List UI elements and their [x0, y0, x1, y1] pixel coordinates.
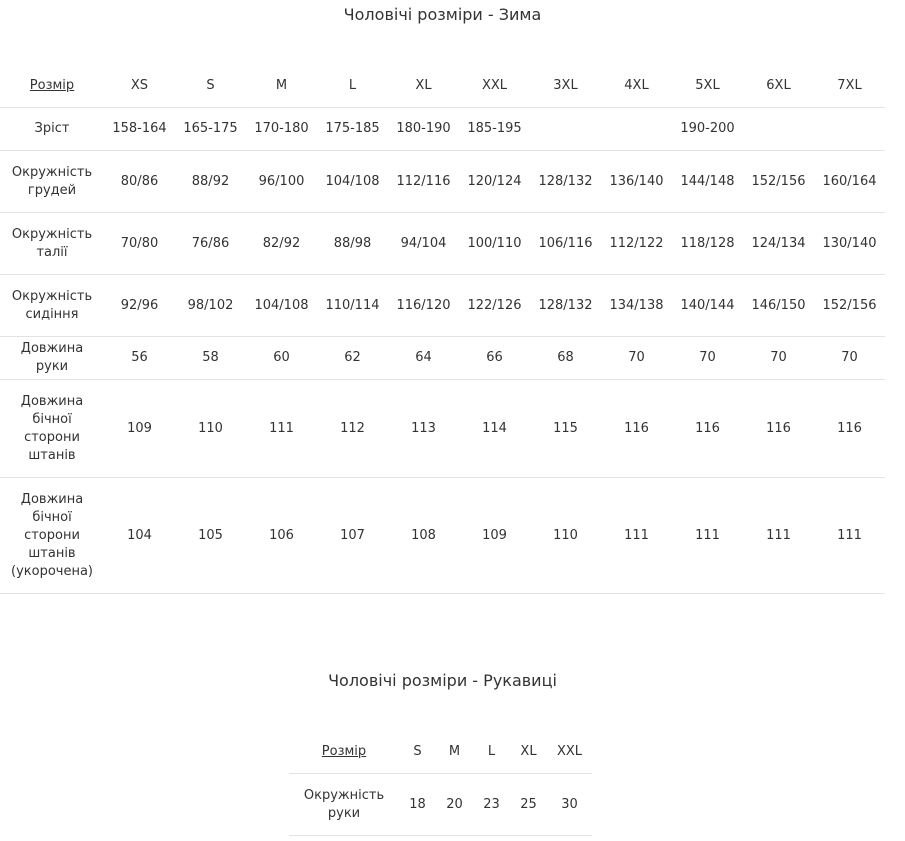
size-header-link[interactable]: Розмір [321, 743, 367, 759]
table-cell: 128/132 [530, 151, 601, 213]
table-cell: 56 [104, 337, 175, 380]
table-cell: 140/144 [672, 275, 743, 337]
table-cell: 60 [246, 337, 317, 380]
table-row [0, 478, 885, 594]
table-cell: 96/100 [246, 151, 317, 213]
table-cell: 18 [399, 774, 436, 836]
table-cell: 92/96 [104, 275, 175, 337]
table-row [0, 151, 885, 213]
winter-table-title: Чоловічі розміри - Зима [343, 5, 542, 24]
size-header: M [436, 730, 473, 774]
table-cell: 116 [672, 380, 743, 478]
table-cell: 111 [672, 478, 743, 594]
row-label: Зріст [0, 108, 104, 151]
table-cell [743, 108, 814, 151]
table-row [0, 337, 885, 380]
size-header: XXL [459, 64, 530, 108]
table-cell: 116 [814, 380, 885, 478]
row-label: Довжина бічної сторони штанів [0, 380, 104, 478]
table-cell: 66 [459, 337, 530, 380]
table-cell: 111 [601, 478, 672, 594]
table-row [0, 108, 885, 151]
table-cell: 30 [547, 774, 592, 836]
table-cell: 122/126 [459, 275, 530, 337]
table-cell: 109 [459, 478, 530, 594]
table-cell: 104/108 [246, 275, 317, 337]
size-header: 6XL [743, 64, 814, 108]
size-header: 5XL [672, 64, 743, 108]
table-cell: 144/148 [672, 151, 743, 213]
table-cell: 82/92 [246, 213, 317, 275]
table-cell: 70/80 [104, 213, 175, 275]
table-cell [530, 108, 601, 151]
size-header-cell[interactable] [289, 730, 399, 774]
table-cell: 110/114 [317, 275, 388, 337]
size-header: 4XL [601, 64, 672, 108]
table-cell: 70 [814, 337, 885, 380]
winter-size-table [0, 64, 885, 594]
table-cell: 165-175 [175, 108, 246, 151]
table-cell: 98/102 [175, 275, 246, 337]
table-cell: 116 [601, 380, 672, 478]
table-cell: 152/156 [743, 151, 814, 213]
table-header-row [289, 730, 592, 774]
table-cell: 110 [530, 478, 601, 594]
table-cell: 175-185 [317, 108, 388, 151]
row-label: Окружність грудей [0, 151, 104, 213]
table-cell [814, 108, 885, 151]
table-cell: 100/110 [459, 213, 530, 275]
table-cell: 136/140 [601, 151, 672, 213]
row-label: Окружність талії [0, 213, 104, 275]
gloves-size-table [289, 730, 592, 836]
table-cell: 158-164 [104, 108, 175, 151]
table-cell: 112 [317, 380, 388, 478]
table-cell: 185-195 [459, 108, 530, 151]
table-cell: 20 [436, 774, 473, 836]
row-label: Окружність сидіння [0, 275, 104, 337]
size-header: S [175, 64, 246, 108]
table-cell: 80/86 [104, 151, 175, 213]
row-label: Окружність руки [289, 774, 399, 836]
table-cell: 107 [317, 478, 388, 594]
table-header-row [0, 64, 885, 108]
size-header-link[interactable]: Розмір [29, 77, 75, 93]
size-header: M [246, 64, 317, 108]
table-cell: 104/108 [317, 151, 388, 213]
size-header: XL [388, 64, 459, 108]
size-header: L [473, 730, 510, 774]
table-cell: 118/128 [672, 213, 743, 275]
table-cell: 58 [175, 337, 246, 380]
table-cell: 104 [104, 478, 175, 594]
table-cell [601, 108, 672, 151]
table-cell: 105 [175, 478, 246, 594]
row-label: Довжина бічної сторони штанів (укорочена) [0, 478, 104, 594]
table-cell: 111 [814, 478, 885, 594]
table-cell: 111 [743, 478, 814, 594]
table-cell: 88/92 [175, 151, 246, 213]
table-cell: 23 [473, 774, 510, 836]
table-cell: 128/132 [530, 275, 601, 337]
table-cell: 170-180 [246, 108, 317, 151]
table-cell: 115 [530, 380, 601, 478]
table-cell: 190-200 [672, 108, 743, 151]
table-row [0, 275, 885, 337]
table-cell: 70 [672, 337, 743, 380]
table-cell: 112/122 [601, 213, 672, 275]
table-cell: 106 [246, 478, 317, 594]
table-cell: 113 [388, 380, 459, 478]
table-row [0, 213, 885, 275]
size-header: XXL [547, 730, 592, 774]
size-header: L [317, 64, 388, 108]
table-cell: 64 [388, 337, 459, 380]
table-cell: 110 [175, 380, 246, 478]
table-cell: 70 [743, 337, 814, 380]
table-cell: 152/156 [814, 275, 885, 337]
table-cell: 62 [317, 337, 388, 380]
table-cell: 109 [104, 380, 175, 478]
table-row [0, 380, 885, 478]
table-cell: 116 [743, 380, 814, 478]
gloves-table-title: Чоловічі розміри - Рукавиці [328, 671, 557, 690]
size-header: XL [510, 730, 547, 774]
table-cell: 76/86 [175, 213, 246, 275]
size-header: 7XL [814, 64, 885, 108]
size-header: S [399, 730, 436, 774]
table-cell: 134/138 [601, 275, 672, 337]
size-header: XS [104, 64, 175, 108]
table-cell: 88/98 [317, 213, 388, 275]
table-cell: 94/104 [388, 213, 459, 275]
table-cell: 180-190 [388, 108, 459, 151]
table-cell: 124/134 [743, 213, 814, 275]
size-header: 3XL [530, 64, 601, 108]
table-cell: 160/164 [814, 151, 885, 213]
table-cell: 108 [388, 478, 459, 594]
table-cell: 112/116 [388, 151, 459, 213]
table-row [289, 774, 592, 836]
table-cell: 70 [601, 337, 672, 380]
table-cell: 68 [530, 337, 601, 380]
table-cell: 114 [459, 380, 530, 478]
row-label: Довжина руки [0, 337, 104, 380]
table-cell: 25 [510, 774, 547, 836]
table-cell: 120/124 [459, 151, 530, 213]
table-cell: 146/150 [743, 275, 814, 337]
size-header-cell[interactable] [0, 64, 104, 108]
table-cell: 106/116 [530, 213, 601, 275]
table-cell: 130/140 [814, 213, 885, 275]
table-cell: 111 [246, 380, 317, 478]
table-cell: 116/120 [388, 275, 459, 337]
